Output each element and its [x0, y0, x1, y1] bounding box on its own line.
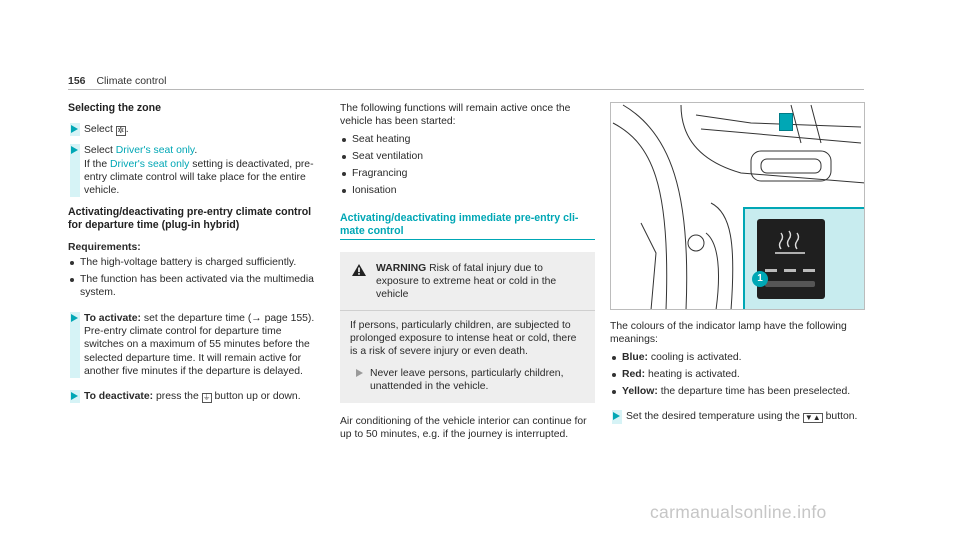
- warning-icon: [352, 264, 366, 276]
- requirements-list: [68, 256, 322, 300]
- dashboard-figure: [610, 102, 865, 310]
- page-header: [68, 75, 166, 88]
- list-item: Blue: cooling is activated.: [610, 351, 865, 364]
- column-right: [610, 102, 865, 424]
- step-arrow-icon: [71, 125, 78, 133]
- warning-box: [340, 252, 595, 403]
- heading-immediate-preentry: Activating/deactivating immediate pre-entry cli- mate control: [340, 212, 595, 240]
- menu-item-drivers-seat-only: Driver's seat only: [115, 145, 195, 157]
- column-left: [68, 102, 322, 403]
- watermark: carmanualsonline.info: [650, 502, 827, 522]
- preentry-button-illustration: [757, 219, 825, 299]
- list-item: Red: heating is activated.: [610, 368, 865, 381]
- column-middle: [340, 102, 595, 442]
- preentry-button-icon: ⏚: [202, 393, 211, 403]
- list-item: Seat ventilation: [340, 150, 595, 163]
- setting-drivers-seat-only: Driver's seat only: [110, 158, 190, 170]
- heading-selecting-zone: Selecting the zone: [68, 102, 162, 114]
- callout-1: 1: [752, 271, 768, 287]
- colours-intro: The colours of the indicator lamp have the following meanings:: [610, 321, 847, 346]
- list-item: Fragrancing: [340, 167, 595, 180]
- step-activate: To activate: set the departure time (→ page 155). Pre-entry climate control for departure time switches on a maximum of 55 minutes before the selected departure time. It will remain active for another five minutes if the departure is delayed.: [68, 312, 322, 378]
- control-panel: [757, 219, 825, 299]
- section-title: Climate control: [96, 75, 167, 87]
- step-set-temperature: Set the desired temperature using the ▼▲ button.: [610, 410, 865, 423]
- list-item: Seat heating: [340, 133, 595, 146]
- list-item: The function has been activated via the multimedia system.: [68, 273, 322, 300]
- warning-action: Never leave persons, particularly children, unattended in the vehicle.: [350, 367, 585, 394]
- figure-inset: [743, 207, 865, 310]
- step-select-drivers-seat: Select Driver's seat only. If the Driver's seat only setting is deactivated, pre-entry climate control will take place for the entire vehicle.: [68, 144, 322, 197]
- list-item: Yellow: the departure time has been preselected.: [610, 385, 865, 398]
- header-rule: [68, 89, 864, 90]
- warning-divider: [340, 310, 595, 311]
- page-number: 156: [68, 75, 86, 87]
- colours-list: [610, 351, 865, 399]
- list-item: Ionisation: [340, 184, 595, 197]
- step-deactivate: To deactivate: press the ⏚ button up or down.: [68, 390, 322, 403]
- step-arrow-icon: [71, 314, 78, 322]
- step-arrow-icon: [71, 392, 78, 400]
- step-arrow-icon: [71, 146, 78, 154]
- step-select-icon: Select ✲ .: [68, 123, 322, 136]
- warning-label: WARNING: [376, 262, 427, 274]
- temperature-button-icon: ▼▲: [803, 413, 823, 423]
- list-item: The high-voltage battery is charged sufficiently.: [68, 256, 322, 269]
- intro-text: The following functions will remain active once the vehicle has been started:: [340, 103, 571, 128]
- warning-body: If persons, particularly children, are subjected to prolonged exposure to intense heat or cold, there is a risk of severe injury or even death.: [350, 319, 577, 358]
- step-arrow-icon: [356, 369, 363, 377]
- aircon-text: Air conditioning of the vehicle interior can continue for up to 50 minutes, e.g. if the journey is interrupted.: [340, 416, 587, 441]
- warning-heading: Risk of fatal injury due to exposure to extreme heat or cold in the vehicle: [376, 262, 557, 301]
- button-location-marker: [779, 113, 793, 131]
- functions-list: [340, 133, 595, 198]
- requirements-label: Requirements:: [68, 242, 141, 254]
- heading-preentry-departure: Activating/deactivating pre-entry climate control for departure time (plug-in hybrid): [68, 206, 312, 232]
- step-arrow-icon: [613, 412, 620, 420]
- climate-zone-icon: ✲: [117, 126, 125, 135]
